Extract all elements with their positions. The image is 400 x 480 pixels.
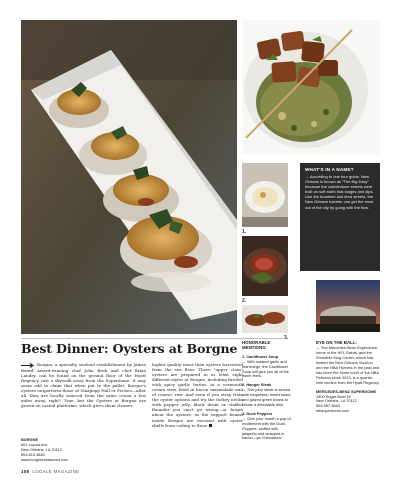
cauliflower-soup-photo <box>242 163 288 227</box>
what-in-a-name-sidebar <box>300 163 380 271</box>
mention-2-body: → This juicy steak is served with cinquettes, mushrooms, and glazed green beans to create a delectable dish. <box>242 387 292 407</box>
page-number: 106 <box>21 469 30 474</box>
superdome-line-1: 1500 Sugar Bowl Dr <box>316 393 351 399</box>
eye-on-the-ball <box>316 340 380 414</box>
pork-belly-photo <box>242 20 380 154</box>
superdome-name: MERCEDES-BENZ SUPERDOME <box>316 388 377 394</box>
article-body-text: higher quality meat than oysters harvested from the sea floor. These "upper class" oysters are prepared in at least eight different styles at Borgne, including broiled with spicy garlic butter, in a vermouth cream stew, fried in bacon marmalade and of course, raw. And even if you stray from the oyster options and try the turkey necks with pepper jelly, black drum or stuffed flounder you can't go wrong—or forget about the oysters, as the support beams inside Borgne are encased with oyster shells from ceiling to floor. <box>152 362 243 428</box>
mention-2-title: 2. Hanger Steak <box>242 382 272 388</box>
superdome-phone: 504.587.3663 <box>316 403 340 409</box>
superdome-line-2: New Orleans, LA 70112 <box>316 398 357 404</box>
sidebar-title: WHAT'S IN A NAME? <box>305 167 354 172</box>
thumb-number-1: 1. <box>242 229 247 235</box>
restaurant-name: BORGNE <box>21 437 39 442</box>
thumb-number-2: 2. <box>242 298 247 304</box>
article-column-1 <box>21 362 146 408</box>
article-lead-text: Borgne, a specialty seafood establishment by James Beard Award-winning chef John Besh and chef Brian Landry, can be found on the ground floor of the Hyatt Regency, just a skywalk away from the Superdome. It may seem odd to claim that when put to the pallet, Borgne's oysters outperform those of Vinapopp Hall or Pecheo—after all, they are locally sourced from the same ocean a few miles away, right? True, but the Oysters at Borgne are grown on casted platforms, which gives them cleaner, <box>21 362 146 408</box>
honorable-mentions <box>242 340 292 441</box>
mention-1-body: → With roasted garlic and manchego, the Cauliflower Soup will give you all of the warm feels. <box>242 358 289 379</box>
restaurant-address <box>21 437 141 462</box>
mention-3-body: → Give your mouth a pop of excitement with the Duck Peppers: stuffed with jalapeño and wrapped in bacon—ya Chihuahua! <box>242 415 291 441</box>
address-line-1: 601 Loyola Ave <box>21 442 48 447</box>
end-mark-icon <box>209 424 212 427</box>
mentions-title: HONORABLE MENTIONS: <box>242 340 271 351</box>
oysters-photo <box>21 20 237 334</box>
eye-ball-body: → The Mercedes-Benz Superdome, home of the NFL Saints, and the Smoothie King Center, which has hosted the New Orleans VooDoo and the NBA Hornets in the past and has been the home court of the NBA Pelicans since 2013, is a quarter-mile beeline from the Hyatt Regency. <box>316 345 380 385</box>
mention-3-title: 3. Duck Peppers <box>242 410 273 416</box>
superdome-photo <box>316 280 380 332</box>
eye-ball-title: EYE ON THE BALL: <box>316 340 357 345</box>
hanger-steak-photo <box>242 236 288 296</box>
address-phone: 504.613.3860 <box>21 452 45 457</box>
page-headline: Best Dinner: Oysters at Borgne <box>21 341 238 356</box>
mention-1-title: 1. Cauliflower Soup <box>242 353 279 359</box>
sidebar-body: → According to one tour guide, New Orleans is known as "The Big Easy" because the cobblestone streets were built on soft earth that bulges and dips. Like the bumbled and tired streets, the New Orleans traveler can get the most out of the city by going with the flow. <box>305 174 374 210</box>
article-column-2 <box>152 362 243 428</box>
superdome-web: mbsuperdome.com <box>316 408 350 414</box>
address-web: www.borgnerestaurant.com <box>21 457 69 462</box>
magazine-name: LOCALE MAGAZINE <box>32 469 80 474</box>
page-footer <box>21 469 79 474</box>
duck-peppers-photo <box>242 305 288 333</box>
address-line-2: New Orleans, LA 70113 <box>21 447 62 452</box>
thumb-number-3: 3. <box>284 335 289 341</box>
headline-rule <box>21 338 283 339</box>
